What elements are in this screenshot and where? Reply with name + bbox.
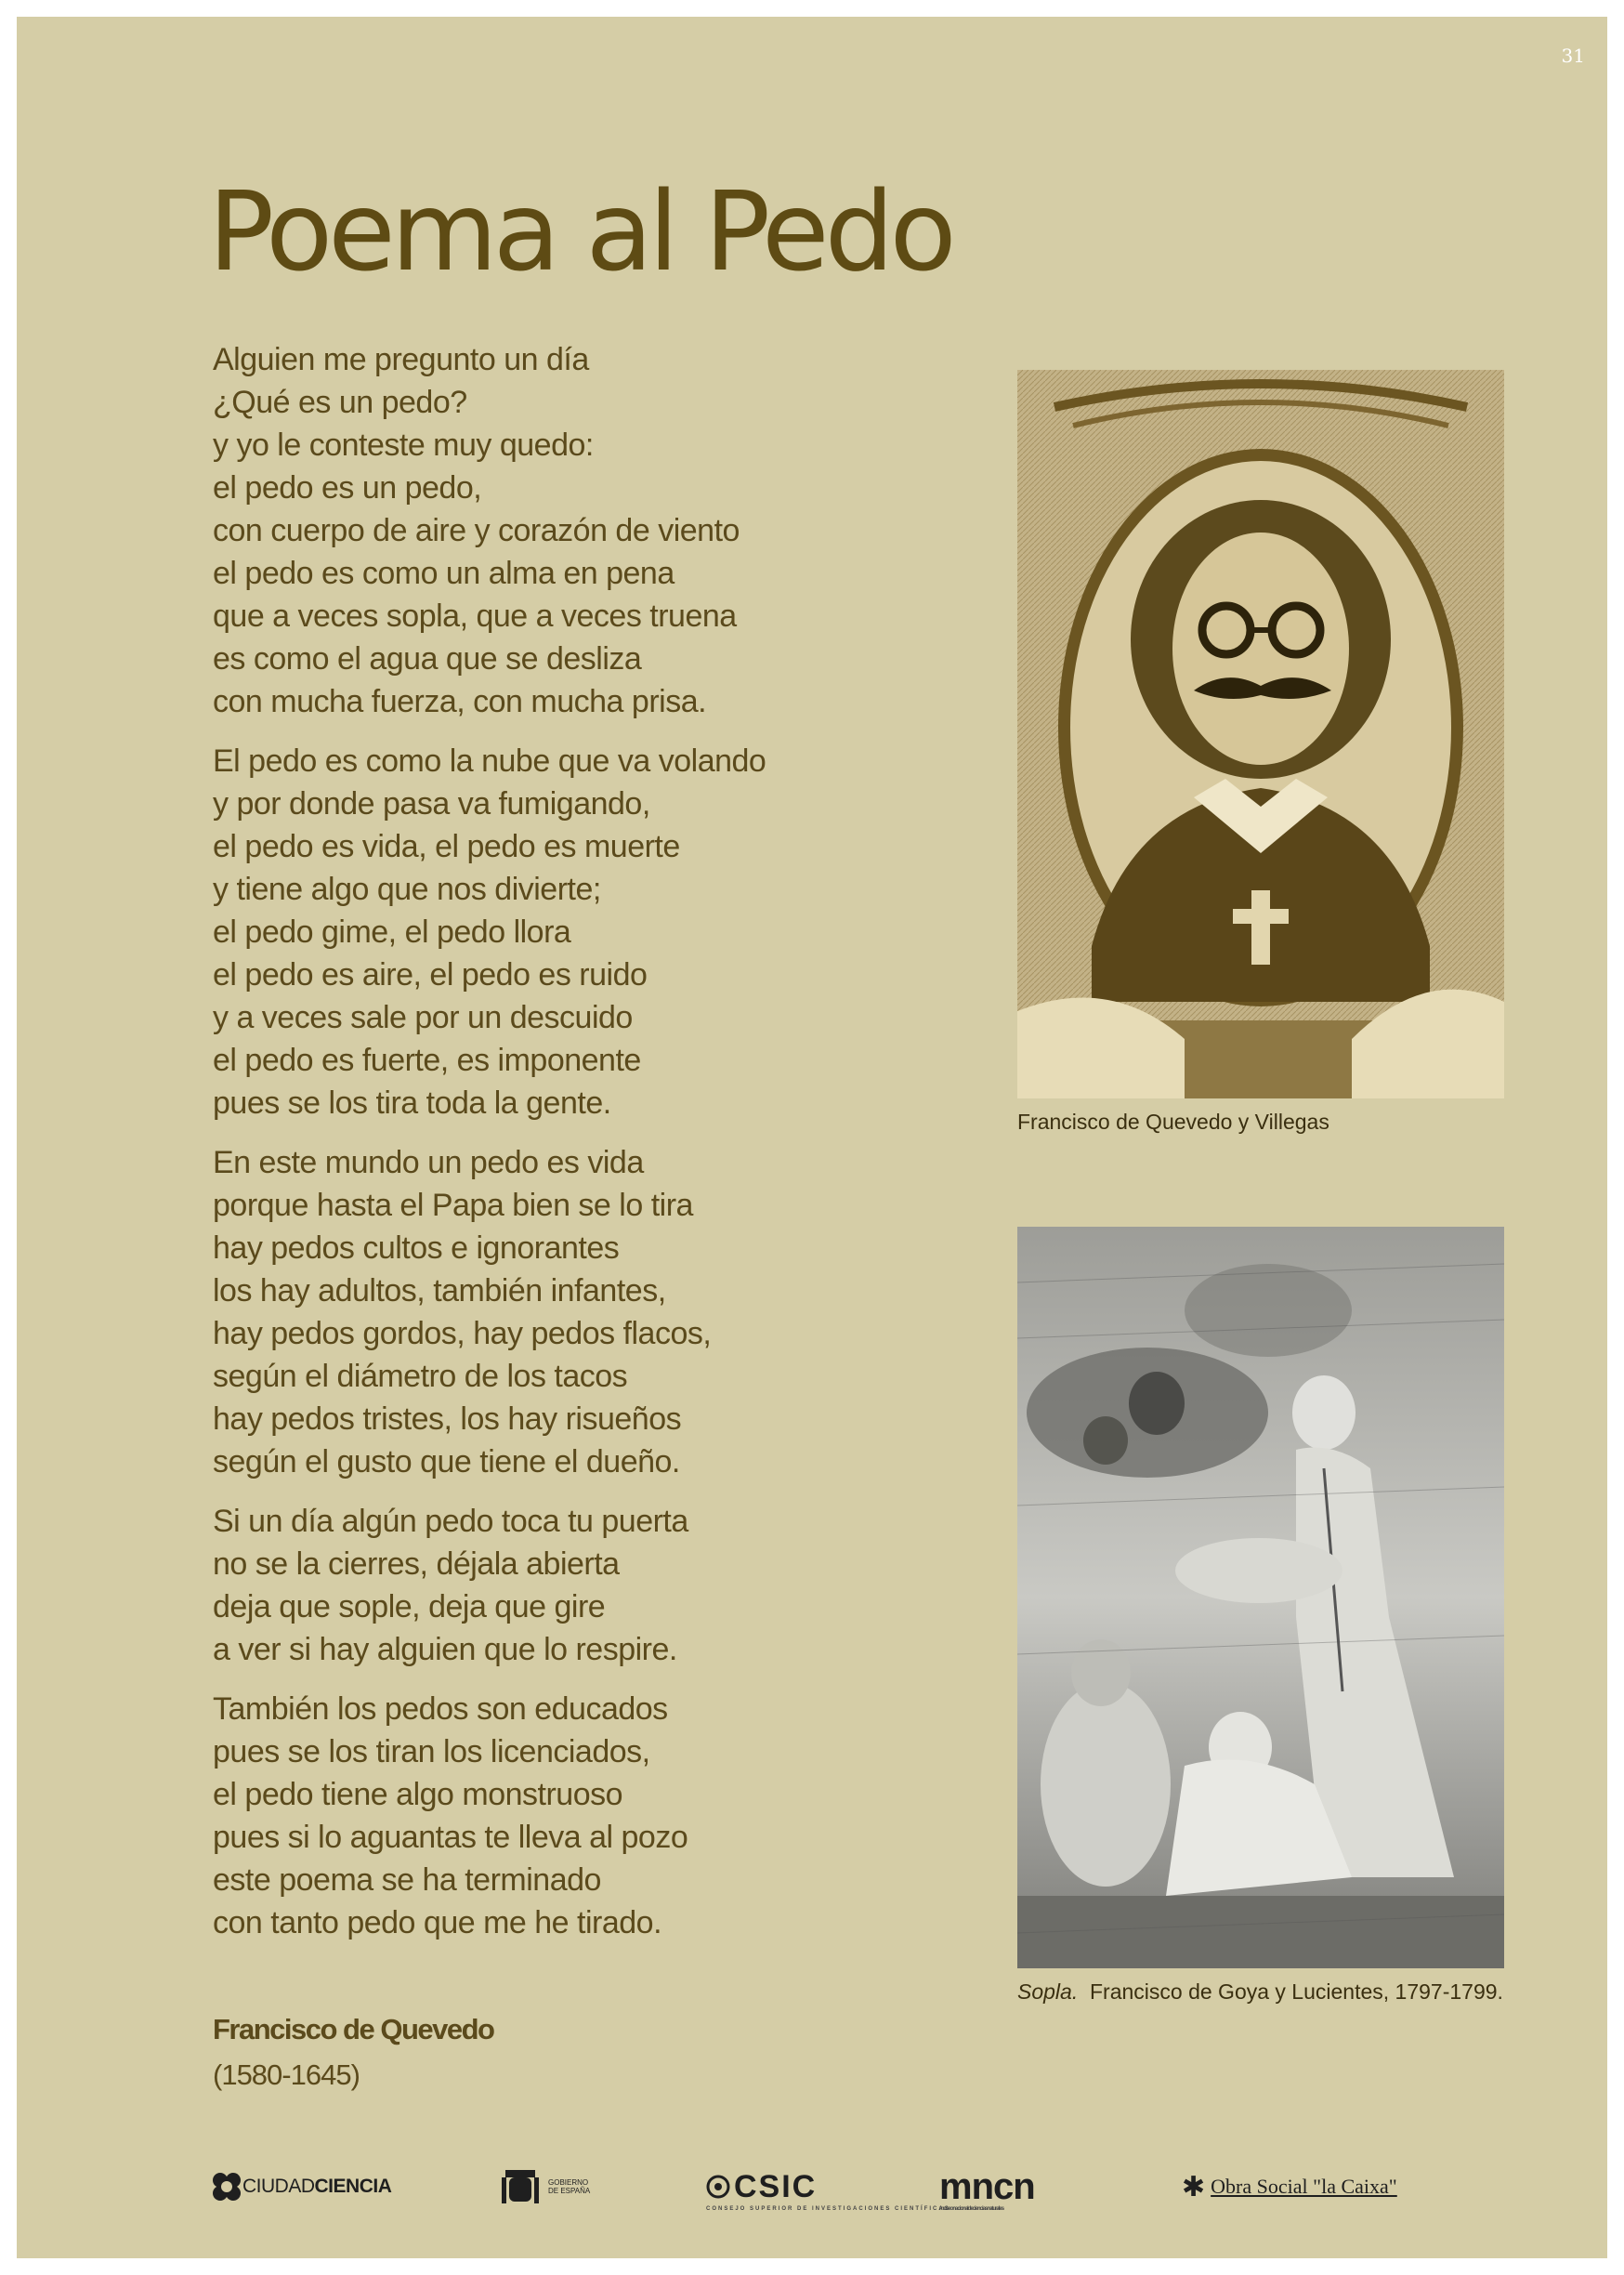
poem-line: Si un día algún pedo toca tu puerta	[213, 1504, 688, 1539]
poem-line: no se la cierres, déjala abierta	[213, 1546, 620, 1582]
poem-author-years: (1580-1645)	[213, 2058, 360, 2091]
poem-line: y por donde pasa va fumigando,	[213, 786, 650, 822]
poem-line: pues si lo aguantas te lleva al pozo	[213, 1820, 688, 1855]
la-caixa-text: Obra Social "la Caixa"	[1211, 2175, 1397, 2198]
poem-stanza	[213, 338, 993, 723]
goya-sopla-image	[1017, 1227, 1504, 1968]
poem-line: este poema se ha terminado	[213, 1862, 601, 1898]
star-icon: ✱	[1182, 2171, 1206, 2203]
poem-stanza	[213, 1141, 993, 1483]
poem-line: También los pedos son educados	[213, 1691, 668, 1727]
poem-line: hay pedos tristes, los hay risueños	[213, 1401, 682, 1437]
csic-subtitle: CONSEJO SUPERIOR DE INVESTIGACIONES CIENTÍFICAS	[706, 2206, 950, 2212]
poem-line: con mucha fuerza, con mucha prisa.	[213, 684, 707, 719]
poem-line: Alguien me pregunto un día	[213, 342, 589, 377]
csic-text: CSIC	[734, 2168, 818, 2204]
la-caixa-logo	[1182, 2163, 1397, 2210]
gobierno-espana-logo	[500, 2163, 590, 2210]
csic-emblem-icon	[706, 2175, 730, 2199]
poem-line: que a veces sopla, que a veces truena	[213, 598, 737, 634]
page-title: Poema al Pedo	[208, 167, 952, 296]
portrait-figure	[1017, 370, 1504, 1135]
poem-line: ¿Qué es un pedo?	[213, 385, 467, 420]
ciudad-ciencia-light: CIUDAD	[242, 2176, 315, 2197]
poem-stanza	[213, 740, 993, 1124]
poem-line: porque hasta el Papa bien se lo tira	[213, 1188, 693, 1223]
page-number: 31	[1561, 45, 1585, 67]
poem-line: hay pedos gordos, hay pedos flacos,	[213, 1316, 712, 1351]
poem-line: el pedo es aire, el pedo es ruido	[213, 957, 648, 993]
poem-line: y a veces sale por un descuido	[213, 1000, 633, 1035]
poem-line: pues se los tira toda la gente.	[213, 1085, 611, 1121]
gobierno-line1: GOBIERNO	[548, 2178, 589, 2187]
poem-line: el pedo es como un alma en pena	[213, 556, 674, 591]
poem	[213, 338, 993, 1961]
poem-line: deja que sople, deja que gire	[213, 1589, 606, 1624]
goya-caption-credit: Francisco de Goya y Lucientes, 1797-1799.	[1090, 1979, 1503, 2004]
poem-line: a ver si hay alguien que lo respire.	[213, 1632, 677, 1667]
poem-line: pues se los tiran los licenciados,	[213, 1734, 650, 1769]
poem-line: según el diámetro de los tacos	[213, 1359, 628, 1394]
poem-stanza	[213, 1500, 993, 1671]
poem-line: El pedo es como la nube que va volando	[213, 743, 766, 779]
quevedo-portrait-image	[1017, 370, 1504, 1098]
poem-line: según el gusto que tiene el dueño.	[213, 1444, 680, 1479]
poem-line: el pedo gime, el pedo llora	[213, 914, 571, 950]
goya-caption	[1017, 1979, 1504, 2005]
poem-line: el pedo tiene algo monstruoso	[213, 1777, 623, 1812]
ciudad-ciencia-logo	[211, 2163, 391, 2210]
poem-line: y yo le conteste muy quedo:	[213, 427, 594, 463]
coat-of-arms-icon	[500, 2166, 541, 2207]
mncn-logo	[939, 2163, 1035, 2210]
gobierno-line2: DE ESPAÑA	[548, 2187, 591, 2195]
poem-line: el pedo es vida, el pedo es muerte	[213, 829, 680, 864]
mncn-text: mncn	[939, 2165, 1035, 2207]
poem-line: el pedo es un pedo,	[213, 470, 482, 506]
portrait-caption: Francisco de Quevedo y Villegas	[1017, 1110, 1329, 1134]
poem-line: con cuerpo de aire y corazón de viento	[213, 513, 740, 548]
sponsor-logos	[17, 2163, 1607, 2219]
poem-line: con tanto pedo que me he tirado.	[213, 1905, 662, 1940]
ciudad-ciencia-bold: CIENCIA	[314, 2176, 392, 2197]
poem-line: los hay adultos, también infantes,	[213, 1273, 666, 1308]
mncn-subtitle: museonacionaldecienciasnaturales	[939, 2206, 1004, 2212]
poem-line: hay pedos cultos e ignorantes	[213, 1230, 620, 1266]
poster-page	[17, 17, 1607, 2258]
ciudad-ciencia-icon	[211, 2171, 242, 2203]
goya-caption-title: Sopla.	[1017, 1979, 1079, 2004]
poem-line: el pedo es fuerte, es imponente	[213, 1043, 641, 1078]
goya-figure	[1017, 1227, 1504, 2005]
poem-stanza	[213, 1688, 993, 1944]
poem-line: En este mundo un pedo es vida	[213, 1145, 644, 1180]
csic-logo	[706, 2163, 950, 2212]
poem-author: Francisco de Quevedo	[213, 2013, 494, 2045]
poem-line: es como el agua que se desliza	[213, 641, 642, 677]
poem-line: y tiene algo que nos divierte;	[213, 872, 601, 907]
